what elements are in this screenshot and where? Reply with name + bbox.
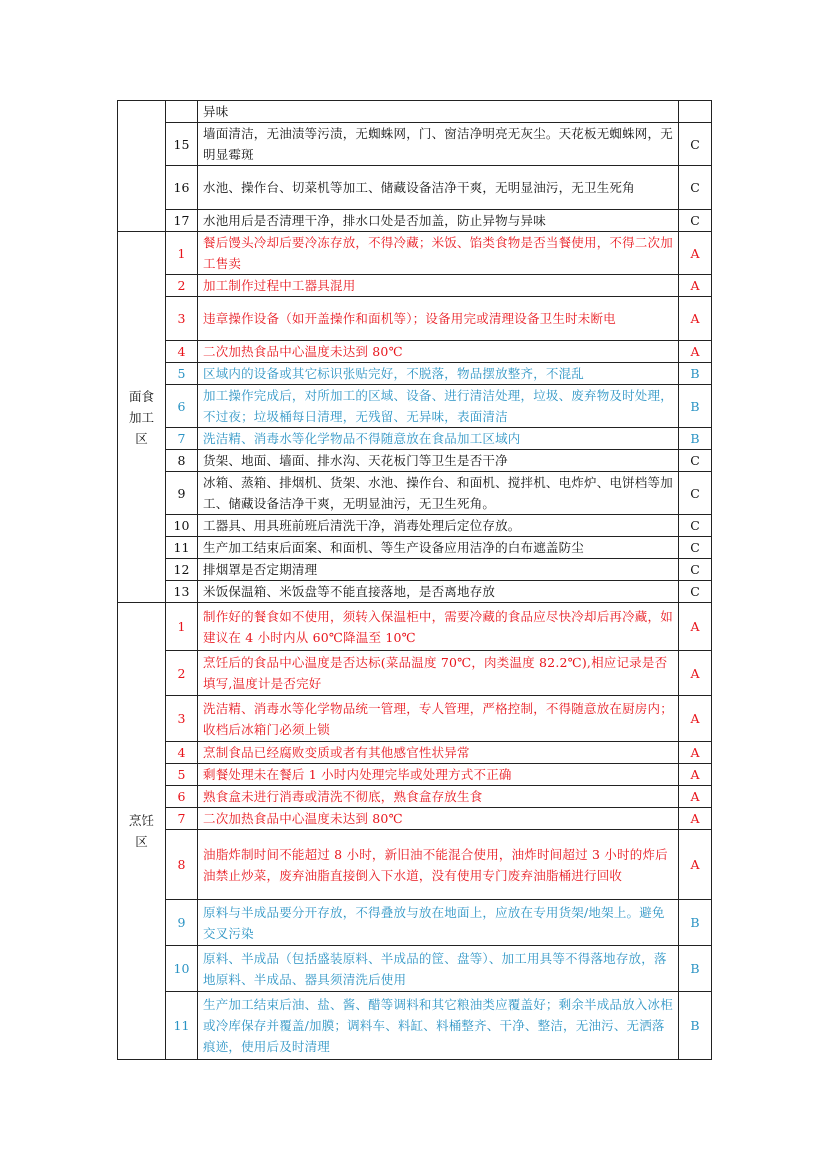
item-description: 冰箱、蒸箱、排烟机、货架、水池、操作台、和面机、搅拌机、电炸炉、电饼档等加工、储藏设备洁净干爽，无明显油污，无卫生死角。 (198, 472, 679, 515)
item-number: 8 (166, 450, 198, 472)
item-description: 二次加热食品中心温度未达到 80℃ (198, 808, 679, 830)
item-number: 12 (166, 559, 198, 581)
item-description: 洗洁精、消毒水等化学物品不得随意放在食品加工区域内 (198, 428, 679, 450)
item-number: 17 (166, 210, 198, 232)
item-grade: C (679, 559, 712, 581)
table-row (118, 830, 712, 900)
item-grade (679, 101, 712, 123)
item-number: 16 (166, 166, 198, 210)
table-row (118, 101, 712, 123)
item-number: 4 (166, 742, 198, 764)
table-row (118, 428, 712, 450)
item-grade: B (679, 946, 712, 992)
item-grade: C (679, 537, 712, 559)
item-number: 11 (166, 537, 198, 559)
table-row (118, 363, 712, 385)
item-number: 5 (166, 764, 198, 786)
inspection-checklist-table (117, 100, 712, 1060)
item-number: 5 (166, 363, 198, 385)
item-grade: C (679, 515, 712, 537)
table-row (118, 742, 712, 764)
item-grade: A (679, 786, 712, 808)
item-grade: C (679, 472, 712, 515)
table-row (118, 651, 712, 696)
item-description: 水池用后是否清理干净，排水口处是否加盖，防止异物与异味 (198, 210, 679, 232)
item-grade: A (679, 297, 712, 341)
item-description: 生产加工结束后油、盐、酱、醋等调料和其它粮油类应覆盖好；剩余半成品放入冰柜或冷库保存并覆盖/加膜；调料车、料缸、料桶整齐、干净、整洁，无油污、无洒落痕迹，使用后及时清理 (198, 992, 679, 1060)
item-number: 11 (166, 992, 198, 1060)
table-row (118, 385, 712, 428)
item-number: 6 (166, 786, 198, 808)
table-body (118, 101, 712, 1060)
table-row (118, 210, 712, 232)
table-row (118, 341, 712, 363)
item-number: 9 (166, 472, 198, 515)
item-number: 2 (166, 651, 198, 696)
table-row (118, 515, 712, 537)
item-description: 制作好的餐食如不使用，须转入保温柜中，需要冷藏的食品应尽快冷却后再冷藏，如建议在 4 小时内从 60℃降温至 10℃ (198, 603, 679, 651)
item-grade: C (679, 450, 712, 472)
item-description: 剩餐处理未在餐后 1 小时内处理完毕或处理方式不正确 (198, 764, 679, 786)
item-description: 排烟罩是否定期清理 (198, 559, 679, 581)
item-grade: A (679, 764, 712, 786)
item-grade: A (679, 696, 712, 742)
table-row (118, 559, 712, 581)
item-description: 二次加热食品中心温度未达到 80℃ (198, 341, 679, 363)
item-description: 墙面清洁，无油渍等污渍，无蜘蛛网，门、窗洁净明亮无灰尘。天花板无蜘蛛网，无明显霉斑 (198, 123, 679, 166)
item-number: 6 (166, 385, 198, 428)
table-row (118, 696, 712, 742)
item-description: 水池、操作台、切菜机等加工、储藏设备洁净干爽，无明显油污，无卫生死角 (198, 166, 679, 210)
item-number: 8 (166, 830, 198, 900)
table-row (118, 123, 712, 166)
item-grade: C (679, 581, 712, 603)
item-description: 油脂炸制时间不能超过 8 小时，新旧油不能混合使用，油炸时间超过 3 小时的炸后油禁止炒菜，废弃油脂直接倒入下水道，没有使用专门废弃油脂桶进行回收 (198, 830, 679, 900)
area-label (118, 603, 166, 1060)
item-grade: B (679, 992, 712, 1060)
item-description: 生产加工结束后面案、和面机、等生产设备应用洁净的白布遮盖防尘 (198, 537, 679, 559)
item-description: 加工制作过程中工器具混用 (198, 275, 679, 297)
item-grade: C (679, 166, 712, 210)
item-number: 3 (166, 696, 198, 742)
table-row (118, 450, 712, 472)
item-number: 2 (166, 275, 198, 297)
item-description: 加工操作完成后，对所加工的区域、设备、进行清洁处理，垃圾、废弃物及时处理，不过夜；垃圾桶每日清理，无残留、无异味，表面清洁 (198, 385, 679, 428)
item-number: 10 (166, 515, 198, 537)
area-label (118, 101, 166, 232)
item-number: 7 (166, 808, 198, 830)
table-row (118, 581, 712, 603)
table-row (118, 166, 712, 210)
item-description: 烹制食品已经腐败变质或者有其他感官性状异常 (198, 742, 679, 764)
item-description: 原料、半成品（包括盛装原料、半成品的筐、盘等）、加工用具等不得落地存放，落地原料、半成品、器具须清洗后使用 (198, 946, 679, 992)
table-row (118, 992, 712, 1060)
table-row (118, 472, 712, 515)
item-description: 货架、地面、墙面、排水沟、天花板门等卫生是否干净 (198, 450, 679, 472)
item-grade: A (679, 603, 712, 651)
area-label-text: 面食加工区 (128, 388, 154, 446)
item-grade: A (679, 651, 712, 696)
item-description: 米饭保温箱、米饭盘等不能直接落地，是否离地存放 (198, 581, 679, 603)
item-grade: B (679, 385, 712, 428)
table-row (118, 603, 712, 651)
item-description: 洗洁精、消毒水等化学物品统一管理，专人管理，严格控制，不得随意放在厨房内；收档后冰箱门必须上锁 (198, 696, 679, 742)
table-row (118, 537, 712, 559)
item-number: 3 (166, 297, 198, 341)
item-description: 工器具、用具班前班后清洗干净，消毒处理后定位存放。 (198, 515, 679, 537)
area-label-text: 烹饪区 (128, 813, 154, 849)
item-grade: A (679, 341, 712, 363)
item-grade: A (679, 232, 712, 275)
item-number (166, 101, 198, 123)
item-number: 10 (166, 946, 198, 992)
table-row (118, 764, 712, 786)
item-grade: A (679, 830, 712, 900)
table-row (118, 275, 712, 297)
item-number: 1 (166, 603, 198, 651)
item-grade: A (679, 275, 712, 297)
item-grade: B (679, 428, 712, 450)
area-label (118, 232, 166, 603)
table-row (118, 808, 712, 830)
item-number: 9 (166, 900, 198, 946)
item-grade: C (679, 123, 712, 166)
item-grade: A (679, 808, 712, 830)
item-grade: A (679, 742, 712, 764)
table-row (118, 786, 712, 808)
item-grade: C (679, 210, 712, 232)
item-number: 13 (166, 581, 198, 603)
item-description: 熟食盒未进行消毒或清洗不彻底，熟食盒存放生食 (198, 786, 679, 808)
item-number: 7 (166, 428, 198, 450)
item-description: 烹饪后的食品中心温度是否达标(菜品温度 70℃，肉类温度 82.2℃),相应记录是否填写,温度计是否完好 (198, 651, 679, 696)
item-number: 1 (166, 232, 198, 275)
item-number: 15 (166, 123, 198, 166)
item-description: 异味 (198, 101, 679, 123)
item-grade: B (679, 900, 712, 946)
table-row (118, 946, 712, 992)
item-description: 违章操作设备（如开盖操作和面机等）；设备用完或清理设备卫生时未断电 (198, 297, 679, 341)
item-number: 4 (166, 341, 198, 363)
item-description: 原料与半成品要分开存放，不得叠放与放在地面上，应放在专用货架/地架上。避免交叉污染 (198, 900, 679, 946)
table-row (118, 900, 712, 946)
table-row (118, 232, 712, 275)
item-grade: B (679, 363, 712, 385)
table-row (118, 297, 712, 341)
item-description: 区域内的设备或其它标识张贴完好，不脱落，物品摆放整齐，不混乱 (198, 363, 679, 385)
item-description: 餐后馒头冷却后要冷冻存放，不得冷藏；米饭、馅类食物是否当餐使用，不得二次加工售卖 (198, 232, 679, 275)
